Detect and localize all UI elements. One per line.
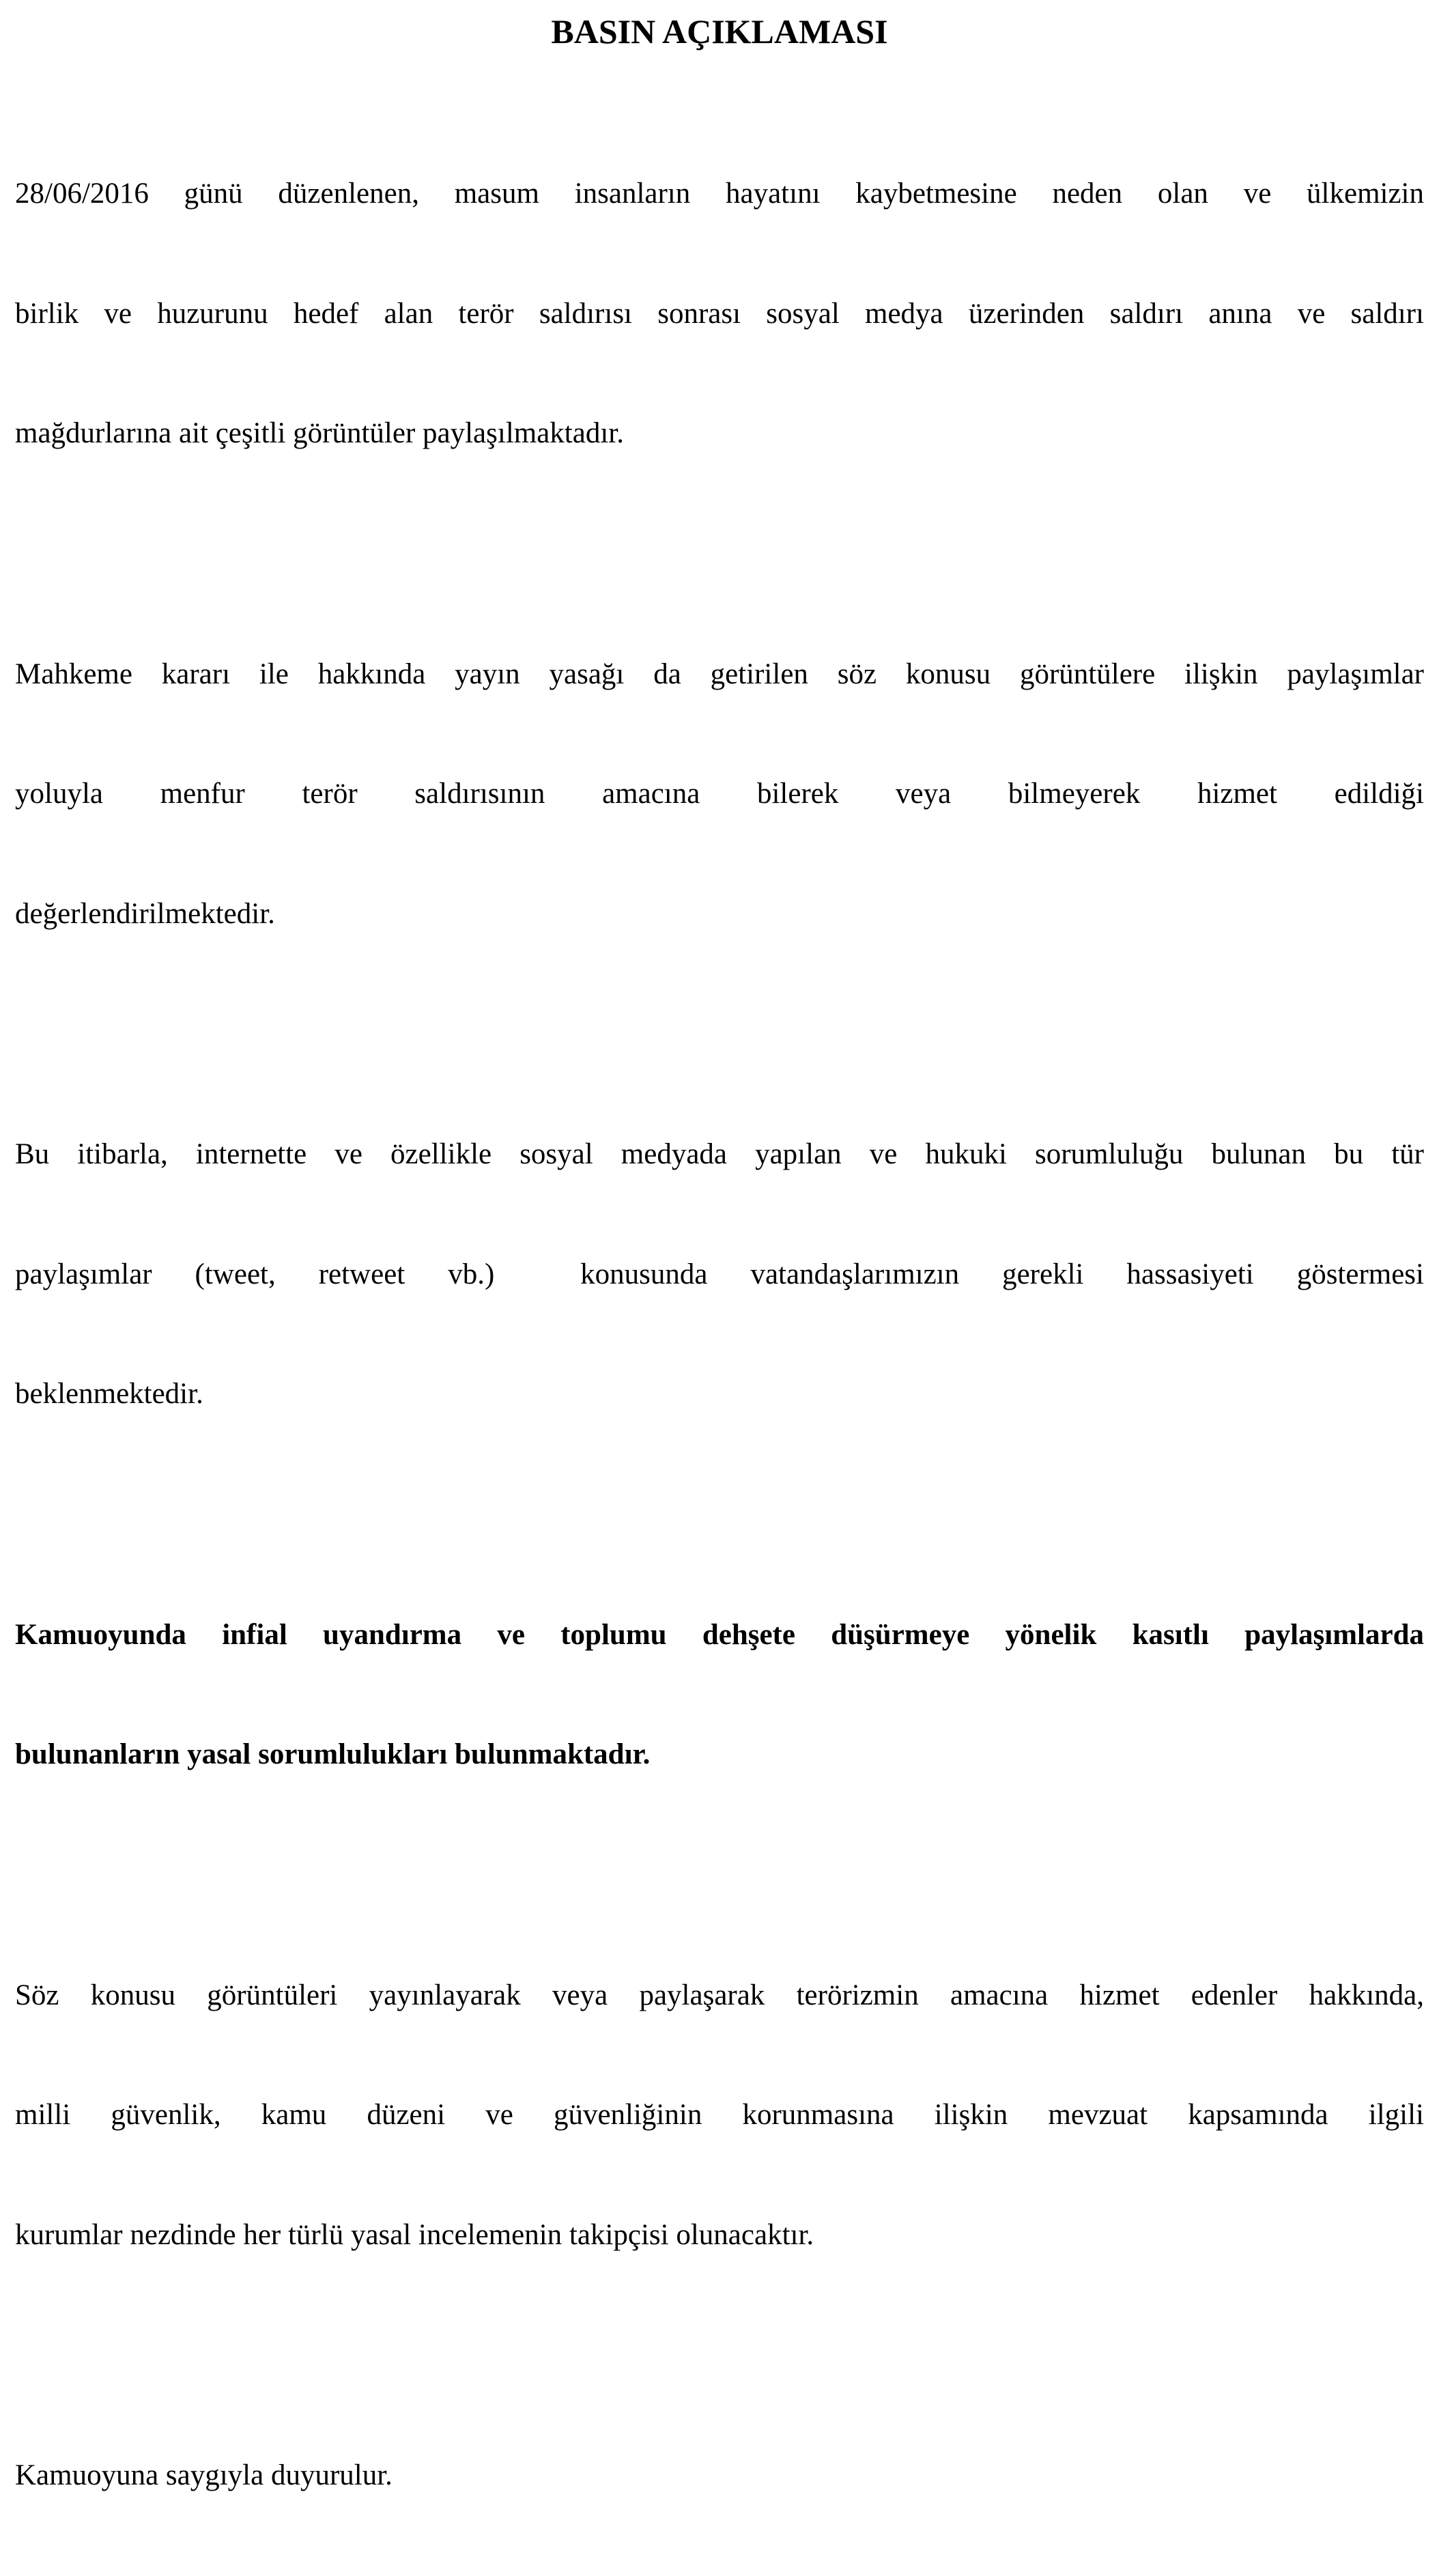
document-title: BASIN AÇIKLAMASI [551,12,888,51]
paragraph-5 [15,1896,1424,2336]
paragraph-3 [15,1055,1424,1495]
paragraph-line: milli güvenlik, kamu düzeni ve güvenliğinin korunmasına ilişkin mevzuat kapsamında ilgili [15,2099,1424,2131]
closing-line [15,2376,1424,2576]
paragraph-line: yoluyla menfur terör saldırısının amacına bilerek veya bilmeyerek hizmet edildiği [15,778,1424,810]
paragraph-2 [15,575,1424,1015]
paragraph-line: değerlendirilmektedir. [15,897,275,930]
paragraph-line: birlik ve huzurunu hedef alan terör saldırısı sonrası sosyal medya üzerinden saldırı anına ve saldırı [15,297,1424,330]
paragraph-line: Kamuoyunda infial uyandırma ve toplumu dehşete düşürmeye yönelik kasıtlı paylaşımlarda [15,1618,1424,1651]
paragraph-line: bulunanların yasal sorumlulukları bulunmaktadır. [15,1738,651,1770]
paragraph-line: paylaşımlar (tweet, retweet vb.) konusunda vatandaşlarımızın gerekli hassasiyeti göstermesi [15,1258,1424,1290]
paragraph-line: beklenmektedir. [15,1378,203,1410]
paragraph-line: Söz konusu görüntüleri yayınlayarak veya paylaşarak terörizmin amacına hizmet edenler hakkında, [15,1979,1424,2011]
paragraph-1 [15,94,1424,534]
paragraph-line: kurumlar nezdinde her türlü yasal incelemenin takipçisi olunacaktır. [15,2218,814,2251]
paragraph-line: Kamuoyuna saygıyla duyurulur. [15,2459,393,2491]
paragraph-line: Mahkeme kararı ile hakkında yayın yasağı da getirilen söz konusu görüntülere ilişkin paylaşımlar [15,657,1424,690]
paragraph-line: 28/06/2016 günü düzenlenen, masum insanların hayatını kaybetmesine neden olan ve ülkemizin [15,178,1424,210]
paragraph-line: Bu itibarla, internette ve özellikle sosyal medyada yapılan ve hukuki sorumluluğu bulunan bu tür [15,1138,1424,1170]
paragraph-line: mağdurlarına ait çeşitli görüntüler paylaşılmaktadır. [15,417,624,449]
paragraph-4-bold [15,1535,1424,1855]
